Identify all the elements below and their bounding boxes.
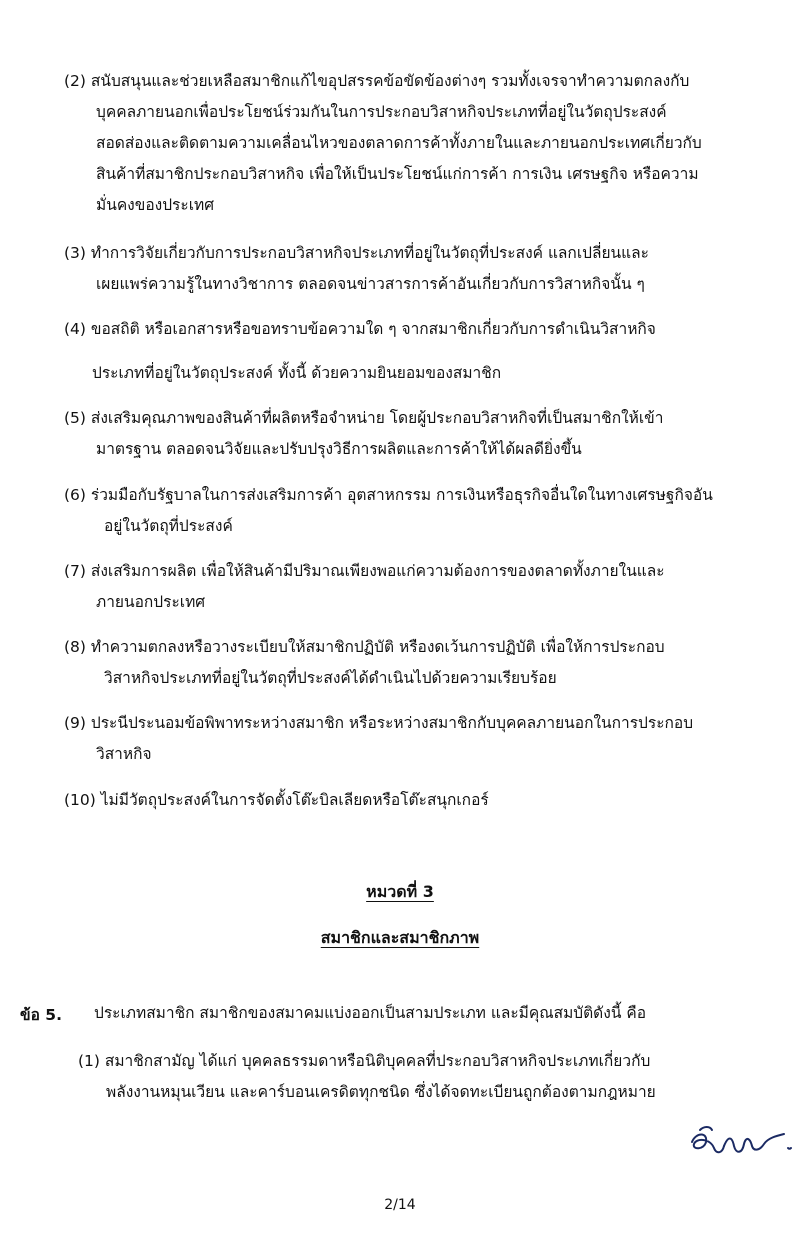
item-line: (6) ร่วมมือกับรัฐบาลในการส่งเสริมการค้า อุตสาหกรรม การเงินหรือธุรกิจอื่นใดในทางเศรษฐกิจอัน <box>64 486 713 504</box>
item-line: ภายนอกประเทศ <box>96 593 206 611</box>
item-line: มั่นคงของประเทศ <box>96 196 215 214</box>
item-line: (3) ทำการวิจัยเกี่ยวกับการประกอบวิสาหกิจประเภทที่อยู่ในวัตถุที่ประสงค์ แลกเปลี่ยนและ <box>64 244 649 262</box>
item-line: (7) ส่งเสริมการผลิต เพื่อให้สินค้ามีปริมาณเพียงพอแก่ความต้องการของตลาดทั้งภายในและ <box>64 562 665 580</box>
clause-number: ข้อ 5. <box>20 1006 62 1024</box>
item-line: บุคคลภายนอกเพื่อประโยชน์ร่วมกันในการประกอบวิสาหกิจประเภทที่อยู่ในวัตถุประสงค์ <box>96 103 667 121</box>
item-line: (4) ขอสถิติ หรือเอกสารหรือขอทราบข้อความใด ๆ จากสมาชิกเกี่ยวกับการดำเนินวิสาหกิจ <box>64 320 656 338</box>
item-line: อยู่ในวัตถุที่ประสงค์ <box>104 517 233 535</box>
item-line: สอดส่องและติดตามความเคลื่อนไหวของตลาดการค้าทั้งภายในและภายนอกประเทศเกี่ยวกับ <box>96 134 702 152</box>
item-line: (8) ทำความตกลงหรือวางระเบียบให้สมาชิกปฏิบัติ หรืองดเว้นการปฏิบัติ เพื่อให้การประกอบ <box>64 638 665 656</box>
item-line: สินค้าที่สมาชิกประกอบวิสาหกิจ เพื่อให้เป็นประโยชน์แก่การค้า การเงิน เศรษฐกิจ หรือความ <box>96 165 699 183</box>
item-line: (2) สนับสนุนและช่วยเหลือสมาชิกแก้ไขอุปสรรคข้อขัดข้องต่างๆ รวมทั้งเจรจาทำความตกลงกับ <box>64 72 690 90</box>
clause-line: ประเภทสมาชิก สมาชิกของสมาคมแบ่งออกเป็นสามประเภท และมีคุณสมบัติดังนี้ คือ <box>94 1004 647 1022</box>
item-line: เผยแพร่ความรู้ในทางวิชาการ ตลอดจนข่าวสารการค้าอันเกี่ยวกับการวิสาหกิจนั้น ๆ <box>96 275 645 293</box>
item-line: วิสาหกิจ <box>96 745 152 763</box>
signature <box>684 1118 794 1168</box>
item-line: ประเภทที่อยู่ในวัตถุประสงค์ ทั้งนี้ ด้วยความยินยอมของสมาชิก <box>92 364 502 382</box>
item-line: (10) ไม่มีวัตถุประสงค์ในการจัดตั้งโต๊ะบิลเลียดหรือโต๊ะสนุกเกอร์ <box>64 791 489 809</box>
item-line: วิสาหกิจประเภทที่อยู่ในวัตถุที่ประสงค์ได้ดำเนินไปด้วยความเรียบร้อย <box>104 669 557 687</box>
item-line: พลังงานหมุนเวียน และคาร์บอนเครดิตทุกชนิด ซึ่งได้จดทะเบียนถูกต้องตามกฎหมาย <box>106 1083 656 1101</box>
chapter-title: หมวดที่ 3 <box>366 882 434 901</box>
page-number: 2/14 <box>384 1197 416 1213</box>
item-line: (9) ประนีประนอมข้อพิพาทระหว่างสมาชิก หรือระหว่างสมาชิกกับบุคคลภายนอกในการประกอบ <box>64 714 694 732</box>
item-line: (1) สมาชิกสามัญ ได้แก่ บุคคลธรรมดาหรือนิติบุคคลที่ประกอบวิสาหกิจประเภทเกี่ยวกับ <box>78 1052 651 1070</box>
item-line: (5) ส่งเสริมคุณภาพของสินค้าที่ผลิตหรือจำหน่าย โดยผู้ประกอบวิสาหกิจที่เป็นสมาชิกให้เข้า <box>64 409 664 427</box>
item-line: มาตรฐาน ตลอดจนวิจัยและปรับปรุงวิธีการผลิตและการค้าให้ได้ผลดียิ่งขึ้น <box>96 440 582 458</box>
chapter-subtitle: สมาชิกและสมาชิกภาพ <box>320 928 480 947</box>
